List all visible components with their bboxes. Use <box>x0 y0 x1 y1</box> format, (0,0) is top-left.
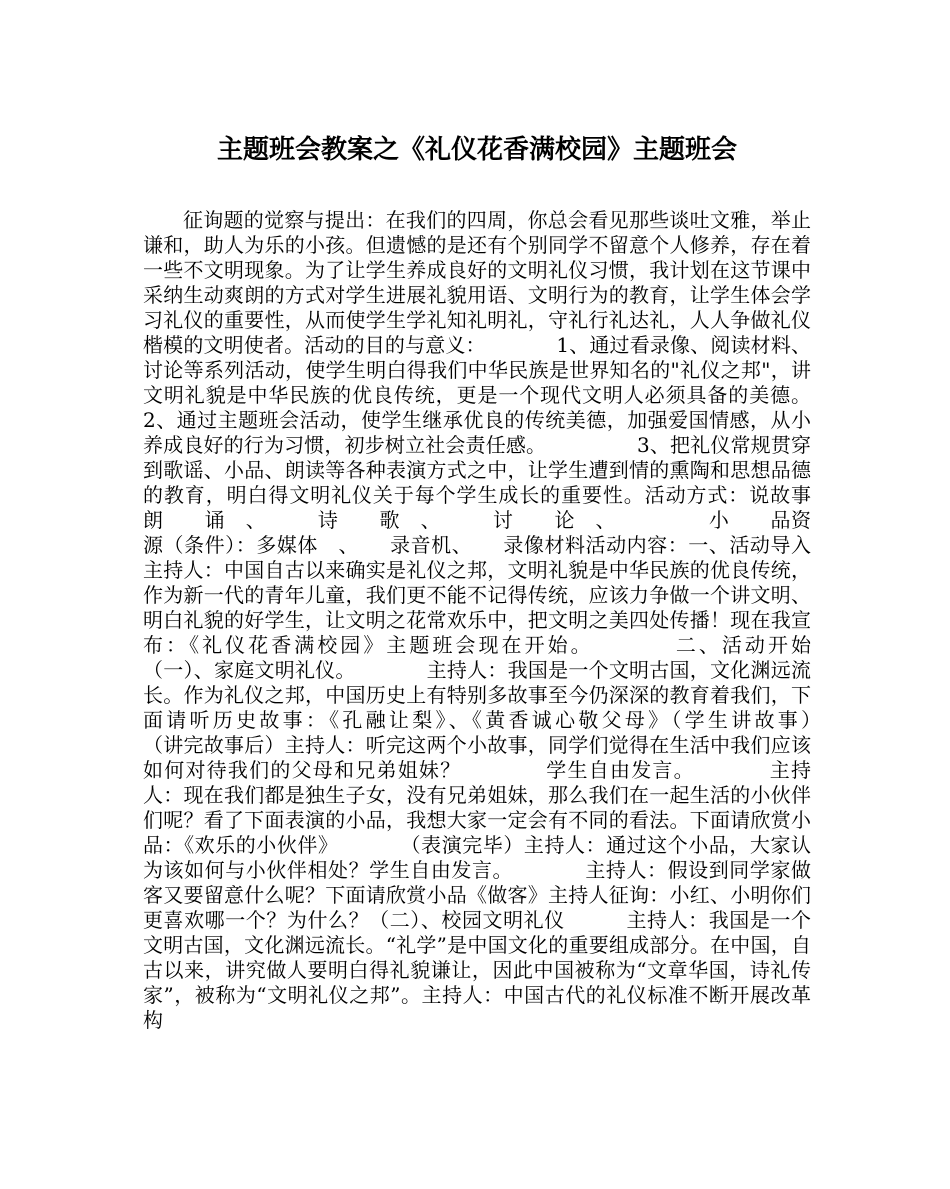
document-page <box>143 130 911 1033</box>
document-body <box>143 208 911 1033</box>
document-title: 主题班会教案之《礼仪花香满校园》主题班会 <box>216 135 737 165</box>
body-paragraph: 征询题的觉察与提出：在我们的四周，你总会看见那些谈吐文雅，举止谦和，助人为乐的小孩。但遗憾的是还有个别同学不留意个人修养，存在着一些不文明现象。为了让学生养成良好的文明礼仪习惯，我计划在这节课中采纳生动爽朗的方式对学生进展礼貌用语、文明行为的教育，让学生体会学习礼仪的重要性，从而使学生学礼知礼明礼，守礼行礼达礼，人人争做礼仪楷模的文明使者。活动的目的与意义： 1、通过看录像、阅读材料、讨论等系列活动，使学生明白得我们中华民族是世界知名的"礼仪之邦"，讲文明礼貌是中华民族的优良传统，更是一个现代文明人必须具备的美德。2、通过主题班会活动，使学生继承优良的传统美德，加强爱国情感，从小养成良好的行为习惯，初步树立社会责任感。 3、把礼仪常规贯穿到歌谣、小品、朗读等各种表演方式之中，让学生遭到情的熏陶和思想品德的教育，明白得文明礼仪关于每个学生成长的重要性。活动方式：说故事 朗 诵 、 诗 歌 、 讨 论 、 小 品资源（条件）：多媒体 、 录音机、 录像材料活动内容：一、活动导入 主持人：中国自古以来确实是礼仪之邦，文明礼貌是中华民族的优良传统，作为新一代的青年儿童，我们更不能不记得传统，应该力争做一个讲文明、明白礼貌的好学生，让文明之花常欢乐中，把文明之美四处传播！现在我宣布：《礼仪花香满校园》主题班会现在开始。 二、活动开始 （一）、家庭文明礼仪。 主持人：我国是一个文明古国，文化渊远流长。作为礼仪之邦，中国历史上有特别多故事至今仍深深的教育着我们，下面请听历史故事：《孔融让梨》、《黄香诚心敬父母》（学生讲故事） （讲完故事后）主持人：听完这两个小故事，同学们觉得在生活中我们应该如何对待我们的父母和兄弟姐妹？ 学生自由发言。 主持人：现在我们都是独生子女，没有兄弟姐妹，那么我们在一起生活的小伙伴们呢？看了下面表演的小品，我想大家一定会有不同的看法。下面请欣赏小品：《欢乐的小伙伴》 （表演完毕）主持人：通过这个小品，大家认为该如何与小伙伴相处？学生自由发言。 主持人：假设到同学家做客又要留意什么呢？下面请欣赏小品《做客》主持人征询：小红、小明你们更喜欢哪一个？为什么？（二）、校园文明礼仪 主持人：我国是一个文明古国，文化渊远流长。“礼学”是中国文化的重要组成部分。在中国，自古以来，讲究做人要明白得礼貌谦让，因此中国被称为“文章华国，诗礼传家”，被称为“文明礼仪之邦”。主持人：中国古代的礼仪标准不断开展改革构 <box>143 208 911 1032</box>
